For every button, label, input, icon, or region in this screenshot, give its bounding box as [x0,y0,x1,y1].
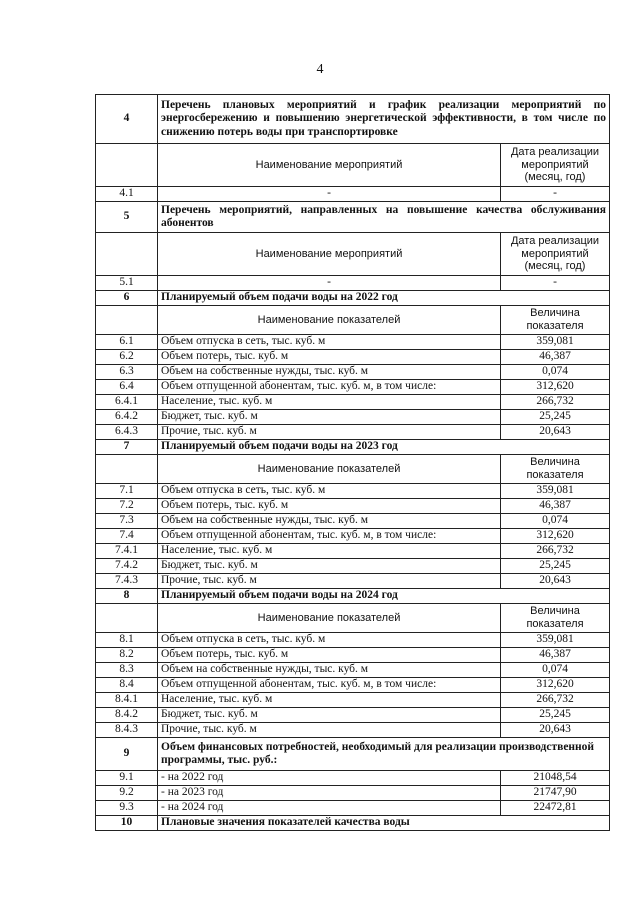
row-number: 6.2 [96,350,158,365]
row-value: 21747,90 [501,786,610,801]
table-row [96,544,610,559]
section-5-header [96,202,610,233]
table-row [96,187,610,202]
table-row [96,425,610,440]
table-row [96,801,610,816]
table-row [96,350,610,365]
empty-cell [96,233,158,276]
row-name: Объем потерь, тыс. куб. м [158,648,501,663]
row-name: Прочие, тыс. куб. м [158,723,501,738]
row-value: - [501,187,610,202]
table-row [96,529,610,544]
page-number: 4 [316,62,324,77]
section-number: 10 [96,816,158,831]
section-number: 7 [96,440,158,455]
column-header-date: Дата реализации мероприятий (месяц, год) [501,144,610,187]
row-value: 359,081 [501,633,610,648]
row-value: 20,643 [501,574,610,589]
row-value: 46,387 [501,350,610,365]
row-name: Население, тыс. куб. м [158,544,501,559]
row-value: 312,620 [501,678,610,693]
table-row [96,335,610,350]
row-name: - на 2022 год [158,771,501,786]
row-name: Население, тыс. куб. м [158,395,501,410]
row-number: 9.2 [96,786,158,801]
section-title: Планируемый объем подачи воды на 2024 год [158,589,610,604]
column-header-date: Дата реализации мероприятий (месяц, год) [501,233,610,276]
row-name: Объем на собственные нужды, тыс. куб. м [158,365,501,380]
section-4-header [96,95,610,144]
row-name: Объем отпущенной абонентам, тыс. куб. м, в том числе: [158,678,501,693]
row-name: Бюджет, тыс. куб. м [158,708,501,723]
section-title: Перечень плановых мероприятий и график реализации мероприятий по энергосбережению и повышению энергетической эффективности, в том числе по снижению потерь воды при транспортировке [158,95,610,144]
row-value: 46,387 [501,499,610,514]
row-name: Прочие, тыс. куб. м [158,425,501,440]
row-value: 22472,81 [501,801,610,816]
column-header-name: Наименование мероприятий [158,144,501,187]
row-value: 25,245 [501,410,610,425]
row-value: 46,387 [501,648,610,663]
table-row [96,499,610,514]
row-number: 8.4 [96,678,158,693]
row-value: 20,643 [501,425,610,440]
row-number: 8.1 [96,633,158,648]
row-number: 7.4.2 [96,559,158,574]
column-header-value: Величина показателя [501,306,610,335]
row-number: 6.4.3 [96,425,158,440]
column-header-name: Наименование мероприятий [158,233,501,276]
section-4-column-headers [96,144,610,187]
row-name: Объем отпуска в сеть, тыс. куб. м [158,335,501,350]
table-row [96,380,610,395]
table-row [96,514,610,529]
row-number: 4.1 [96,187,158,202]
empty-cell [96,455,158,484]
row-value: 25,245 [501,559,610,574]
row-number: 7.2 [96,499,158,514]
table-row [96,786,610,801]
section-9-header [96,738,610,771]
row-value: 0,074 [501,663,610,678]
row-value: 359,081 [501,335,610,350]
row-name: Население, тыс. куб. м [158,693,501,708]
table-row [96,633,610,648]
row-name: Объем на собственные нужды, тыс. куб. м [158,514,501,529]
section-title: Планируемый объем подачи воды на 2023 год [158,440,610,455]
column-header-value: Величина показателя [501,455,610,484]
row-number: 5.1 [96,276,158,291]
row-number: 6.3 [96,365,158,380]
row-value: 20,643 [501,723,610,738]
row-number: 8.3 [96,663,158,678]
row-number: 7.4.1 [96,544,158,559]
row-number: 6.4 [96,380,158,395]
section-number: 9 [96,738,158,771]
section-6-header [96,291,610,306]
program-table [95,94,610,831]
column-header-value: Величина показателя [501,604,610,633]
empty-cell [96,306,158,335]
section-10-header [96,816,610,831]
table-row [96,708,610,723]
section-7-column-headers [96,455,610,484]
row-value: 266,732 [501,693,610,708]
row-name: Прочие, тыс. куб. м [158,574,501,589]
table-row [96,276,610,291]
table-row [96,410,610,425]
row-value: 266,732 [501,395,610,410]
row-value: 0,074 [501,365,610,380]
section-number: 8 [96,589,158,604]
section-title: Объем финансовых потребностей, необходимый для реализации производственной программы, тыс. руб.: [158,738,610,771]
section-5-column-headers [96,233,610,276]
column-header-name: Наименование показателей [158,306,501,335]
section-title: Перечень мероприятий, направленных на повышение качества обслуживания абонентов [158,202,610,233]
row-number: 6.4.2 [96,410,158,425]
row-value: 312,620 [501,380,610,395]
section-8-column-headers [96,604,610,633]
row-number: 7.4.3 [96,574,158,589]
row-name: Бюджет, тыс. куб. м [158,410,501,425]
row-number: 7.4 [96,529,158,544]
table-row [96,484,610,499]
row-value: - [501,276,610,291]
section-number: 4 [96,95,158,144]
row-name: - [158,276,501,291]
row-name: Объем отпуска в сеть, тыс. куб. м [158,484,501,499]
table-row [96,693,610,708]
section-6-column-headers [96,306,610,335]
section-number: 6 [96,291,158,306]
row-number: 7.1 [96,484,158,499]
column-header-name: Наименование показателей [158,455,501,484]
row-name: Объем на собственные нужды, тыс. куб. м [158,663,501,678]
row-number: 8.4.1 [96,693,158,708]
section-8-header [96,589,610,604]
section-title: Плановые значения показателей качества воды [158,816,610,831]
row-name: Объем отпущенной абонентам, тыс. куб. м, в том числе: [158,380,501,395]
row-number: 8.2 [96,648,158,663]
empty-cell [96,144,158,187]
row-number: 6.4.1 [96,395,158,410]
table-row [96,663,610,678]
table-row [96,771,610,786]
row-name: Бюджет, тыс. куб. м [158,559,501,574]
table-row [96,574,610,589]
row-value: 25,245 [501,708,610,723]
table-row [96,365,610,380]
row-number: 6.1 [96,335,158,350]
section-title: Планируемый объем подачи воды на 2022 год [158,291,610,306]
row-name: - на 2023 год [158,786,501,801]
section-7-header [96,440,610,455]
row-number: 8.4.2 [96,708,158,723]
table-row [96,723,610,738]
row-value: 266,732 [501,544,610,559]
table-row [96,678,610,693]
row-name: Объем потерь, тыс. куб. м [158,350,501,365]
row-value: 312,620 [501,529,610,544]
row-number: 7.3 [96,514,158,529]
row-name: Объем потерь, тыс. куб. м [158,499,501,514]
row-value: 0,074 [501,514,610,529]
row-number: 8.4.3 [96,723,158,738]
row-number: 9.3 [96,801,158,816]
row-value: 359,081 [501,484,610,499]
row-name: Объем отпуска в сеть, тыс. куб. м [158,633,501,648]
row-name: - на 2024 год [158,801,501,816]
row-number: 9.1 [96,771,158,786]
table-row [96,395,610,410]
row-name: Объем отпущенной абонентам, тыс. куб. м, в том числе: [158,529,501,544]
row-value: 21048,54 [501,771,610,786]
row-name: - [158,187,501,202]
section-number: 5 [96,202,158,233]
table-row [96,559,610,574]
table-row [96,648,610,663]
empty-cell [96,604,158,633]
column-header-name: Наименование показателей [158,604,501,633]
